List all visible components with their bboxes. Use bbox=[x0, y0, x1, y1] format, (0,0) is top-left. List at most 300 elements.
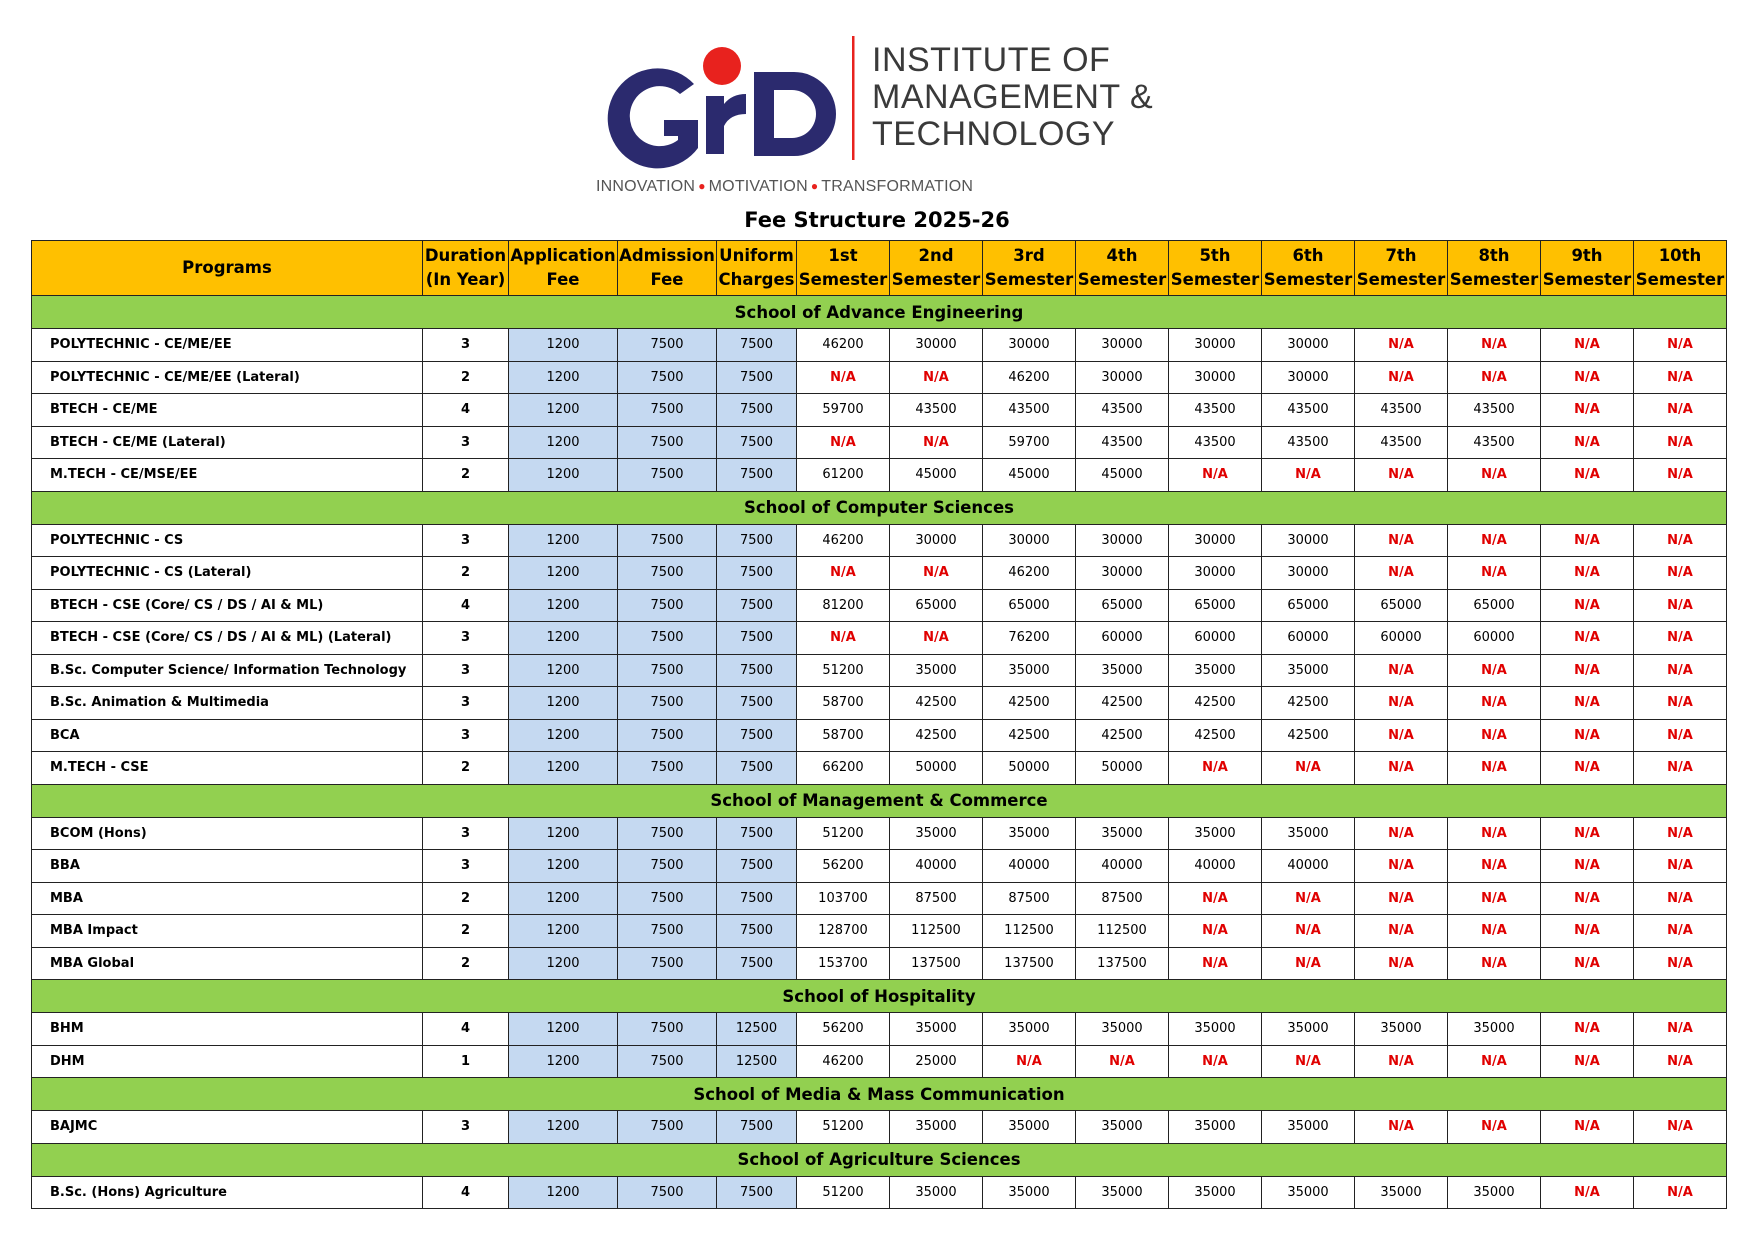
school-section-row bbox=[32, 1078, 1727, 1111]
semester-fee-cell: N/A bbox=[1355, 947, 1448, 980]
application-fee-cell: 1200 bbox=[509, 915, 618, 948]
application-fee-cell: 1200 bbox=[509, 1111, 618, 1144]
application-fee-cell: 1200 bbox=[509, 361, 618, 394]
program-name: DHM bbox=[32, 1045, 423, 1078]
semester-fee-cell: N/A bbox=[797, 361, 890, 394]
semester-fee-cell: 51200 bbox=[797, 1176, 890, 1209]
school-name: School of Computer Sciences bbox=[32, 491, 1727, 524]
application-fee-cell: 1200 bbox=[509, 589, 618, 622]
semester-fee-cell: 35000 bbox=[890, 654, 983, 687]
semester-fee-cell: N/A bbox=[1541, 524, 1634, 557]
semester-fee-cell: N/A bbox=[890, 557, 983, 590]
uniform-charges-cell: 7500 bbox=[717, 850, 797, 883]
program-name: M.TECH - CSE bbox=[32, 752, 423, 785]
duration-cell: 4 bbox=[423, 1013, 509, 1046]
semester-fee-cell: N/A bbox=[1541, 947, 1634, 980]
semester-fee-cell: N/A bbox=[1541, 719, 1634, 752]
semester-fee-cell: N/A bbox=[1634, 882, 1727, 915]
semester-fee-cell: N/A bbox=[1541, 817, 1634, 850]
semester-fee-cell: 66200 bbox=[797, 752, 890, 785]
tagline-dot: ● bbox=[698, 179, 706, 193]
program-name: BTECH - CE/ME bbox=[32, 394, 423, 427]
semester-fee-cell: N/A bbox=[1448, 524, 1541, 557]
semester-fee-cell: 46200 bbox=[983, 557, 1076, 590]
program-name: M.TECH - CE/MSE/EE bbox=[32, 459, 423, 492]
uniform-charges-cell: 7500 bbox=[717, 524, 797, 557]
semester-fee-cell: 35000 bbox=[1262, 654, 1355, 687]
column-header-line: 5th bbox=[1199, 246, 1231, 265]
program-row bbox=[32, 915, 1727, 948]
uniform-charges-cell: 7500 bbox=[717, 622, 797, 655]
semester-fee-cell: 43500 bbox=[1169, 394, 1262, 427]
column-header bbox=[717, 241, 797, 296]
semester-fee-cell: 46200 bbox=[797, 1045, 890, 1078]
semester-fee-cell: N/A bbox=[1634, 752, 1727, 785]
semester-fee-cell: 35000 bbox=[1169, 1111, 1262, 1144]
semester-fee-cell: N/A bbox=[1448, 719, 1541, 752]
uniform-charges-cell: 7500 bbox=[717, 329, 797, 362]
logo-institute-name bbox=[872, 42, 1153, 153]
school-name: School of Advance Engineering bbox=[32, 296, 1727, 329]
semester-fee-cell: N/A bbox=[1448, 850, 1541, 883]
semester-fee-cell: N/A bbox=[1541, 654, 1634, 687]
column-header bbox=[797, 241, 890, 296]
admission-fee-cell: 7500 bbox=[618, 1045, 717, 1078]
logo-letter-g bbox=[608, 68, 698, 168]
column-header-line: Fee bbox=[650, 270, 684, 289]
semester-fee-cell: 42500 bbox=[1169, 719, 1262, 752]
semester-fee-cell: 35000 bbox=[1262, 817, 1355, 850]
uniform-charges-cell: 7500 bbox=[717, 589, 797, 622]
semester-fee-cell: N/A bbox=[1634, 459, 1727, 492]
semester-fee-cell: 30000 bbox=[1169, 557, 1262, 590]
duration-cell: 4 bbox=[423, 1176, 509, 1209]
program-row bbox=[32, 426, 1727, 459]
program-name: BBA bbox=[32, 850, 423, 883]
application-fee-cell: 1200 bbox=[509, 426, 618, 459]
semester-fee-cell: 35000 bbox=[890, 1176, 983, 1209]
admission-fee-cell: 7500 bbox=[618, 752, 717, 785]
admission-fee-cell: 7500 bbox=[618, 426, 717, 459]
program-name: B.Sc. (Hons) Agriculture bbox=[32, 1176, 423, 1209]
duration-cell: 4 bbox=[423, 589, 509, 622]
semester-fee-cell: 30000 bbox=[1262, 557, 1355, 590]
semester-fee-cell: 43500 bbox=[1076, 426, 1169, 459]
logo-letter-r bbox=[706, 94, 746, 154]
admission-fee-cell: 7500 bbox=[618, 329, 717, 362]
semester-fee-cell: 81200 bbox=[797, 589, 890, 622]
school-name: School of Management & Commerce bbox=[32, 784, 1727, 817]
semester-fee-cell: 50000 bbox=[983, 752, 1076, 785]
admission-fee-cell: 7500 bbox=[618, 1013, 717, 1046]
column-header-line: 2nd bbox=[918, 246, 954, 265]
column-header-line: Programs bbox=[182, 258, 272, 277]
page-title: Fee Structure 2025-26 bbox=[744, 208, 1010, 232]
application-fee-cell: 1200 bbox=[509, 850, 618, 883]
semester-fee-cell: 42500 bbox=[1169, 687, 1262, 720]
duration-cell: 2 bbox=[423, 459, 509, 492]
semester-fee-cell: N/A bbox=[1448, 915, 1541, 948]
column-header bbox=[509, 241, 618, 296]
column-header-line: 7th bbox=[1385, 246, 1417, 265]
uniform-charges-cell: 7500 bbox=[717, 426, 797, 459]
duration-cell: 3 bbox=[423, 654, 509, 687]
semester-fee-cell: N/A bbox=[1448, 459, 1541, 492]
semester-fee-cell: N/A bbox=[1634, 426, 1727, 459]
semester-fee-cell: 40000 bbox=[983, 850, 1076, 883]
semester-fee-cell: N/A bbox=[1169, 459, 1262, 492]
logo-divider bbox=[852, 36, 855, 160]
semester-fee-cell: 43500 bbox=[1076, 394, 1169, 427]
semester-fee-cell: 30000 bbox=[1076, 329, 1169, 362]
semester-fee-cell: 103700 bbox=[797, 882, 890, 915]
column-header-line: 6th bbox=[1292, 246, 1324, 265]
duration-cell: 2 bbox=[423, 915, 509, 948]
semester-fee-cell: N/A bbox=[1448, 329, 1541, 362]
semester-fee-cell: N/A bbox=[1541, 589, 1634, 622]
uniform-charges-cell: 7500 bbox=[717, 719, 797, 752]
semester-fee-cell: 43500 bbox=[1169, 426, 1262, 459]
tagline-word: TRANSFORMATION bbox=[821, 178, 974, 195]
duration-cell: 3 bbox=[423, 719, 509, 752]
semester-fee-cell: N/A bbox=[1634, 1111, 1727, 1144]
semester-fee-cell: 65000 bbox=[983, 589, 1076, 622]
uniform-charges-cell: 7500 bbox=[717, 882, 797, 915]
program-row bbox=[32, 1013, 1727, 1046]
column-header-line: Semester bbox=[1635, 270, 1725, 289]
semester-fee-cell: 58700 bbox=[797, 687, 890, 720]
program-name: BTECH - CSE (Core/ CS / DS / AI & ML) bbox=[32, 589, 423, 622]
semester-fee-cell: 87500 bbox=[983, 882, 1076, 915]
program-name: POLYTECHNIC - CE/ME/EE (Lateral) bbox=[32, 361, 423, 394]
semester-fee-cell: N/A bbox=[1634, 719, 1727, 752]
semester-fee-cell: N/A bbox=[1355, 915, 1448, 948]
duration-cell: 1 bbox=[423, 1045, 509, 1078]
program-name: BHM bbox=[32, 1013, 423, 1046]
column-header-line: 4th bbox=[1106, 246, 1138, 265]
semester-fee-cell: 42500 bbox=[983, 719, 1076, 752]
application-fee-cell: 1200 bbox=[509, 719, 618, 752]
column-header bbox=[1448, 241, 1541, 296]
admission-fee-cell: 7500 bbox=[618, 687, 717, 720]
column-header bbox=[1355, 241, 1448, 296]
semester-fee-cell: N/A bbox=[890, 426, 983, 459]
semester-fee-cell: N/A bbox=[1169, 915, 1262, 948]
semester-fee-cell: N/A bbox=[1541, 1176, 1634, 1209]
column-header bbox=[1262, 241, 1355, 296]
semester-fee-cell: 35000 bbox=[1169, 1176, 1262, 1209]
semester-fee-cell: N/A bbox=[1634, 589, 1727, 622]
semester-fee-cell: 65000 bbox=[890, 589, 983, 622]
tagline-word: MOTIVATION bbox=[708, 178, 808, 195]
semester-fee-cell: N/A bbox=[1355, 329, 1448, 362]
admission-fee-cell: 7500 bbox=[618, 719, 717, 752]
semester-fee-cell: 35000 bbox=[1355, 1013, 1448, 1046]
program-name: BCOM (Hons) bbox=[32, 817, 423, 850]
semester-fee-cell: 35000 bbox=[1076, 817, 1169, 850]
admission-fee-cell: 7500 bbox=[618, 947, 717, 980]
uniform-charges-cell: 7500 bbox=[717, 654, 797, 687]
application-fee-cell: 1200 bbox=[509, 622, 618, 655]
semester-fee-cell: 42500 bbox=[1076, 687, 1169, 720]
semester-fee-cell: 35000 bbox=[890, 1013, 983, 1046]
semester-fee-cell: 43500 bbox=[1448, 426, 1541, 459]
duration-cell: 3 bbox=[423, 329, 509, 362]
semester-fee-cell: 60000 bbox=[1262, 622, 1355, 655]
admission-fee-cell: 7500 bbox=[618, 915, 717, 948]
application-fee-cell: 1200 bbox=[509, 459, 618, 492]
semester-fee-cell: N/A bbox=[1355, 524, 1448, 557]
program-row bbox=[32, 1045, 1727, 1078]
duration-cell: 2 bbox=[423, 947, 509, 980]
school-section-row bbox=[32, 296, 1727, 329]
semester-fee-cell: 60000 bbox=[1169, 622, 1262, 655]
duration-cell: 4 bbox=[423, 394, 509, 427]
semester-fee-cell: 30000 bbox=[1169, 361, 1262, 394]
column-header-line: (In Year) bbox=[425, 270, 506, 289]
semester-fee-cell: 51200 bbox=[797, 817, 890, 850]
uniform-charges-cell: 7500 bbox=[717, 459, 797, 492]
semester-fee-cell: N/A bbox=[1541, 687, 1634, 720]
column-header bbox=[983, 241, 1076, 296]
semester-fee-cell: 30000 bbox=[983, 524, 1076, 557]
semester-fee-cell: 56200 bbox=[797, 1013, 890, 1046]
uniform-charges-cell: 7500 bbox=[717, 817, 797, 850]
logo-name-line-2: MANAGEMENT & bbox=[872, 78, 1154, 116]
semester-fee-cell: N/A bbox=[890, 361, 983, 394]
column-header-line: Semester bbox=[1170, 270, 1260, 289]
semester-fee-cell: 46200 bbox=[797, 329, 890, 362]
semester-fee-cell: N/A bbox=[1541, 1045, 1634, 1078]
school-section-row bbox=[32, 491, 1727, 524]
semester-fee-cell: 40000 bbox=[1169, 850, 1262, 883]
semester-fee-cell: N/A bbox=[1448, 947, 1541, 980]
uniform-charges-cell: 7500 bbox=[717, 557, 797, 590]
application-fee-cell: 1200 bbox=[509, 1013, 618, 1046]
semester-fee-cell: N/A bbox=[1355, 752, 1448, 785]
program-name: MBA Impact bbox=[32, 915, 423, 948]
semester-fee-cell: N/A bbox=[1634, 1176, 1727, 1209]
semester-fee-cell: N/A bbox=[1448, 882, 1541, 915]
program-name: MBA Global bbox=[32, 947, 423, 980]
semester-fee-cell: N/A bbox=[1355, 882, 1448, 915]
semester-fee-cell: N/A bbox=[1448, 1045, 1541, 1078]
program-row bbox=[32, 817, 1727, 850]
application-fee-cell: 1200 bbox=[509, 817, 618, 850]
column-header-line: Admission bbox=[619, 246, 715, 265]
duration-cell: 3 bbox=[423, 426, 509, 459]
program-row bbox=[32, 947, 1727, 980]
semester-fee-cell: N/A bbox=[1448, 654, 1541, 687]
semester-fee-cell: 30000 bbox=[1169, 524, 1262, 557]
semester-fee-cell: 59700 bbox=[797, 394, 890, 427]
semester-fee-cell: 60000 bbox=[1076, 622, 1169, 655]
admission-fee-cell: 7500 bbox=[618, 654, 717, 687]
semester-fee-cell: N/A bbox=[1262, 882, 1355, 915]
uniform-charges-cell: 12500 bbox=[717, 1013, 797, 1046]
semester-fee-cell: N/A bbox=[1541, 752, 1634, 785]
application-fee-cell: 1200 bbox=[509, 1045, 618, 1078]
program-name: POLYTECHNIC - CE/ME/EE bbox=[32, 329, 423, 362]
duration-cell: 3 bbox=[423, 687, 509, 720]
semester-fee-cell: 35000 bbox=[1262, 1176, 1355, 1209]
column-header-line: Semester bbox=[1449, 270, 1539, 289]
semester-fee-cell: 137500 bbox=[890, 947, 983, 980]
column-header-line: Semester bbox=[798, 270, 888, 289]
school-section-row bbox=[32, 1143, 1727, 1176]
semester-fee-cell: N/A bbox=[1541, 394, 1634, 427]
semester-fee-cell: 35000 bbox=[1448, 1013, 1541, 1046]
semester-fee-cell: 65000 bbox=[1262, 589, 1355, 622]
school-name: School of Hospitality bbox=[32, 980, 1727, 1013]
column-header-line: Semester bbox=[891, 270, 981, 289]
semester-fee-cell: N/A bbox=[1634, 1013, 1727, 1046]
semester-fee-cell: N/A bbox=[1169, 882, 1262, 915]
duration-cell: 3 bbox=[423, 817, 509, 850]
column-header-line: Charges bbox=[718, 270, 795, 289]
table-body bbox=[32, 296, 1727, 1209]
semester-fee-cell: 58700 bbox=[797, 719, 890, 752]
column-header bbox=[1076, 241, 1169, 296]
semester-fee-cell: 137500 bbox=[1076, 947, 1169, 980]
admission-fee-cell: 7500 bbox=[618, 817, 717, 850]
column-header-line: Semester bbox=[1356, 270, 1446, 289]
semester-fee-cell: N/A bbox=[1448, 1111, 1541, 1144]
column-header bbox=[618, 241, 717, 296]
semester-fee-cell: 35000 bbox=[1262, 1013, 1355, 1046]
semester-fee-cell: N/A bbox=[1541, 882, 1634, 915]
admission-fee-cell: 7500 bbox=[618, 394, 717, 427]
program-row bbox=[32, 1111, 1727, 1144]
tagline-dot: ● bbox=[810, 179, 819, 193]
semester-fee-cell: 42500 bbox=[1076, 719, 1169, 752]
semester-fee-cell: N/A bbox=[1355, 557, 1448, 590]
admission-fee-cell: 7500 bbox=[618, 622, 717, 655]
semester-fee-cell: N/A bbox=[1448, 817, 1541, 850]
uniform-charges-cell: 7500 bbox=[717, 394, 797, 427]
program-row bbox=[32, 459, 1727, 492]
semester-fee-cell: N/A bbox=[1262, 947, 1355, 980]
semester-fee-cell: N/A bbox=[1262, 915, 1355, 948]
admission-fee-cell: 7500 bbox=[618, 589, 717, 622]
application-fee-cell: 1200 bbox=[509, 752, 618, 785]
admission-fee-cell: 7500 bbox=[618, 1111, 717, 1144]
semester-fee-cell: 35000 bbox=[983, 1013, 1076, 1046]
semester-fee-cell: 40000 bbox=[1262, 850, 1355, 883]
program-name: B.Sc. Animation & Multimedia bbox=[32, 687, 423, 720]
column-header bbox=[423, 241, 509, 296]
uniform-charges-cell: 7500 bbox=[717, 752, 797, 785]
program-name: BTECH - CSE (Core/ CS / DS / AI & ML) (Lateral) bbox=[32, 622, 423, 655]
semester-fee-cell: N/A bbox=[1262, 752, 1355, 785]
logo-red-dot bbox=[703, 47, 741, 85]
semester-fee-cell: 35000 bbox=[983, 1176, 1076, 1209]
school-section-row bbox=[32, 784, 1727, 817]
semester-fee-cell: 46200 bbox=[797, 524, 890, 557]
semester-fee-cell: 50000 bbox=[890, 752, 983, 785]
semester-fee-cell: 25000 bbox=[890, 1045, 983, 1078]
program-row bbox=[32, 719, 1727, 752]
program-name: POLYTECHNIC - CS bbox=[32, 524, 423, 557]
semester-fee-cell: N/A bbox=[1634, 915, 1727, 948]
semester-fee-cell: N/A bbox=[797, 622, 890, 655]
column-header-line: Semester bbox=[1542, 270, 1632, 289]
semester-fee-cell: 76200 bbox=[983, 622, 1076, 655]
semester-fee-cell: 35000 bbox=[1355, 1176, 1448, 1209]
program-row bbox=[32, 1176, 1727, 1209]
semester-fee-cell: N/A bbox=[1634, 687, 1727, 720]
semester-fee-cell: 128700 bbox=[797, 915, 890, 948]
duration-cell: 3 bbox=[423, 1111, 509, 1144]
semester-fee-cell: N/A bbox=[1541, 426, 1634, 459]
semester-fee-cell: 30000 bbox=[983, 329, 1076, 362]
admission-fee-cell: 7500 bbox=[618, 524, 717, 557]
semester-fee-cell: 35000 bbox=[1262, 1111, 1355, 1144]
column-header bbox=[32, 241, 423, 296]
column-header-line: Semester bbox=[984, 270, 1074, 289]
semester-fee-cell: N/A bbox=[1541, 361, 1634, 394]
uniform-charges-cell: 7500 bbox=[717, 1176, 797, 1209]
semester-fee-cell: N/A bbox=[1541, 329, 1634, 362]
semester-fee-cell: N/A bbox=[1634, 394, 1727, 427]
column-header-line: 8th bbox=[1478, 246, 1510, 265]
logo-name-line-1: INSTITUTE OF bbox=[872, 41, 1111, 79]
semester-fee-cell: N/A bbox=[1448, 557, 1541, 590]
semester-fee-cell: N/A bbox=[1541, 1013, 1634, 1046]
program-row bbox=[32, 329, 1727, 362]
semester-fee-cell: 56200 bbox=[797, 850, 890, 883]
semester-fee-cell: 112500 bbox=[1076, 915, 1169, 948]
column-header-line: Fee bbox=[546, 270, 580, 289]
semester-fee-cell: 35000 bbox=[890, 817, 983, 850]
semester-fee-cell: 30000 bbox=[1076, 361, 1169, 394]
semester-fee-cell: 30000 bbox=[1262, 329, 1355, 362]
semester-fee-cell: 45000 bbox=[890, 459, 983, 492]
semester-fee-cell: 30000 bbox=[890, 329, 983, 362]
table-header-row bbox=[32, 241, 1727, 296]
semester-fee-cell: 45000 bbox=[1076, 459, 1169, 492]
semester-fee-cell: N/A bbox=[1355, 817, 1448, 850]
uniform-charges-cell: 7500 bbox=[717, 361, 797, 394]
semester-fee-cell: N/A bbox=[1448, 752, 1541, 785]
semester-fee-cell: 35000 bbox=[1169, 817, 1262, 850]
semester-fee-cell: 30000 bbox=[1262, 524, 1355, 557]
semester-fee-cell: N/A bbox=[1355, 719, 1448, 752]
program-row bbox=[32, 622, 1727, 655]
column-header bbox=[1169, 241, 1262, 296]
semester-fee-cell: 35000 bbox=[890, 1111, 983, 1144]
semester-fee-cell: N/A bbox=[797, 557, 890, 590]
semester-fee-cell: N/A bbox=[1355, 459, 1448, 492]
admission-fee-cell: 7500 bbox=[618, 1176, 717, 1209]
semester-fee-cell: N/A bbox=[1634, 654, 1727, 687]
semester-fee-cell: 87500 bbox=[1076, 882, 1169, 915]
semester-fee-cell: N/A bbox=[1634, 361, 1727, 394]
semester-fee-cell: N/A bbox=[1541, 459, 1634, 492]
column-header-line: Application bbox=[510, 246, 616, 265]
semester-fee-cell: N/A bbox=[797, 426, 890, 459]
semester-fee-cell: N/A bbox=[1541, 557, 1634, 590]
semester-fee-cell: 43500 bbox=[1448, 394, 1541, 427]
duration-cell: 3 bbox=[423, 850, 509, 883]
semester-fee-cell: 35000 bbox=[1169, 654, 1262, 687]
application-fee-cell: 1200 bbox=[509, 394, 618, 427]
uniform-charges-cell: 7500 bbox=[717, 687, 797, 720]
semester-fee-cell: N/A bbox=[1076, 1045, 1169, 1078]
semester-fee-cell: N/A bbox=[1541, 1111, 1634, 1144]
semester-fee-cell: 35000 bbox=[1076, 1013, 1169, 1046]
semester-fee-cell: N/A bbox=[1355, 1045, 1448, 1078]
